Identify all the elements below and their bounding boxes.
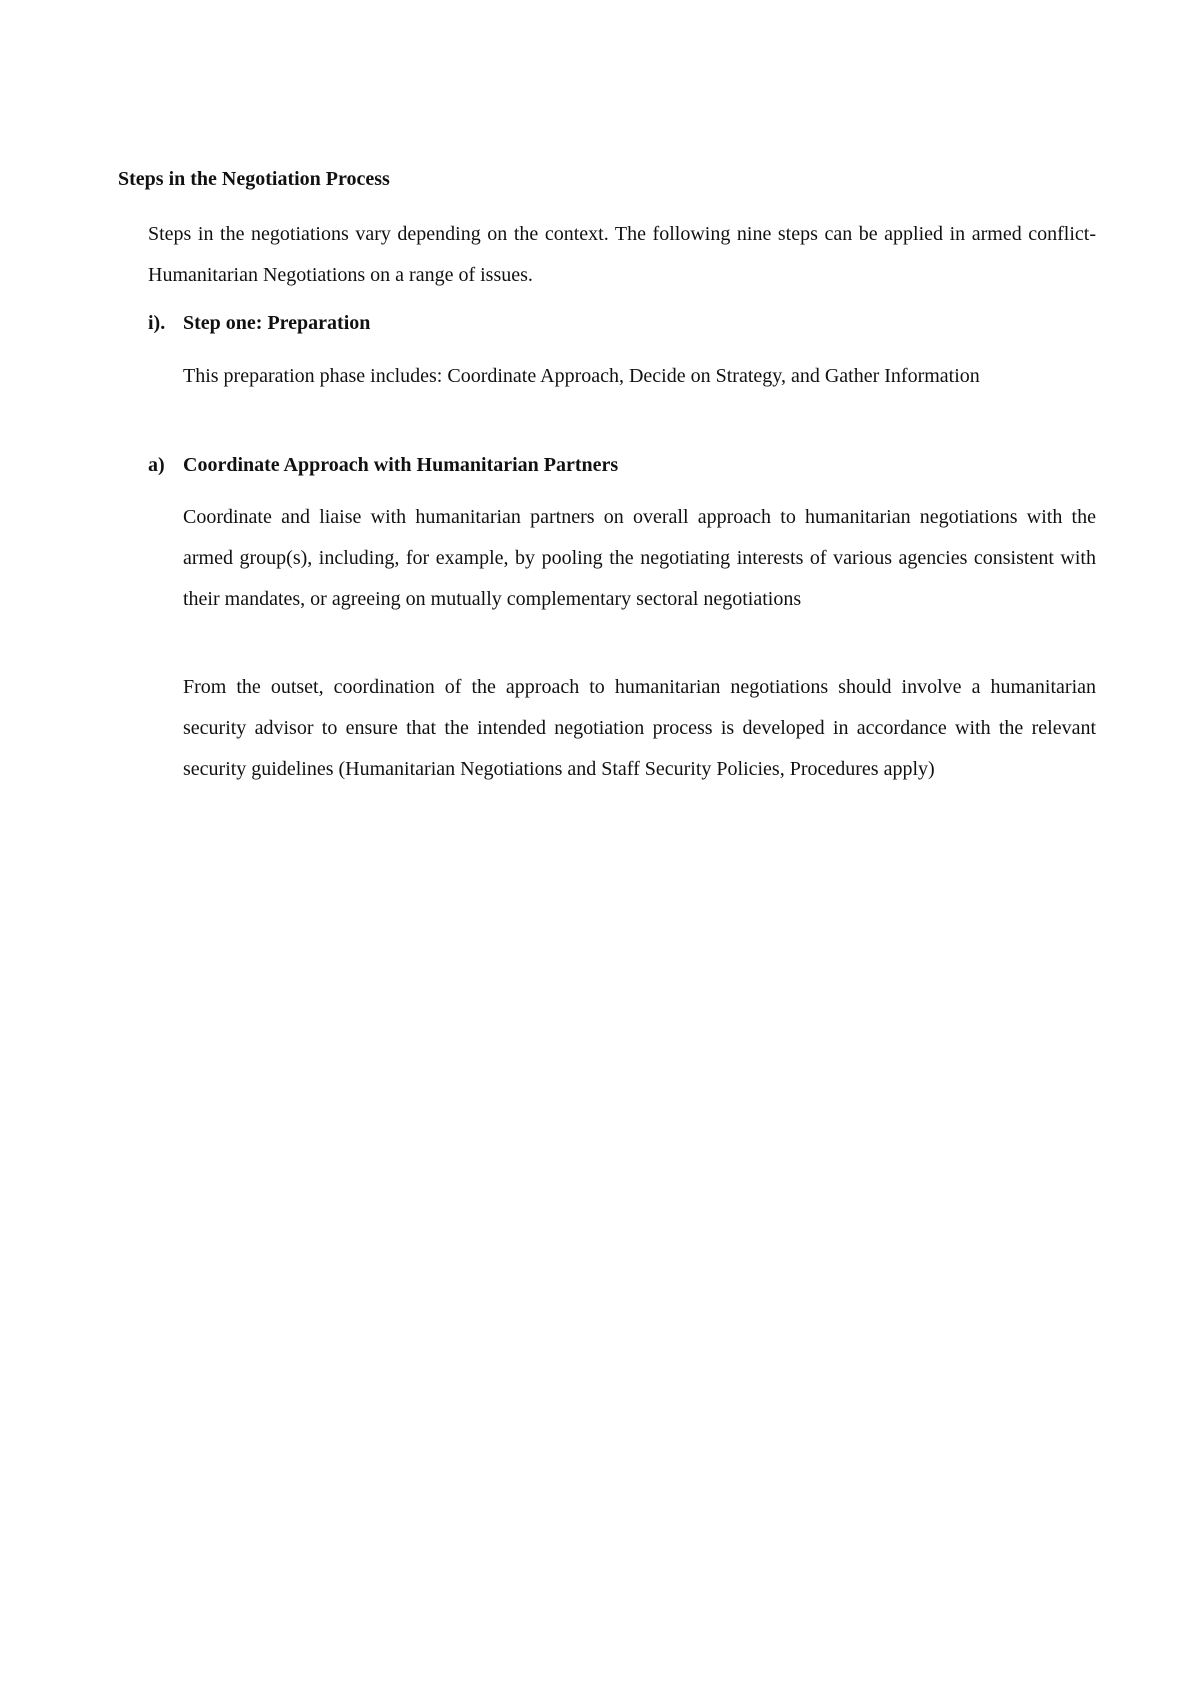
step-one-body: This preparation phase includes: Coordinate Approach, Decide on Strategy, and Gather Information: [183, 365, 980, 387]
sub-a-marker: a): [148, 454, 165, 476]
step-one-marker: i).: [148, 312, 166, 334]
section-title: Steps in the Negotiation Process: [118, 168, 390, 190]
sub-a-title: Coordinate Approach with Humanitarian Partners: [183, 454, 619, 476]
step-one-title: Step one: Preparation: [183, 312, 371, 334]
sub-a-paragraph-2: From the outset, coordination of the approach to humanitarian negotiations should involve a humanitarian security advisor to ensure that the intended negotiation process is developed in accordance with the relevant security guidelines (Humanitarian Negotiations and Staff Security Policies, Procedures apply): [183, 676, 1096, 780]
intro-paragraph: Steps in the negotiations vary depending on the context. The following nine steps can be applied in armed conflict-Humanitarian Negotiations on a range of issues.: [148, 223, 1096, 286]
sub-a-paragraph-1: Coordinate and liaise with humanitarian partners on overall approach to humanitarian negotiations with the armed group(s), including, for example, by pooling the negotiating interests of various agencies consistent with their mandates, or agreeing on mutually complementary sectoral negotiations: [183, 506, 1096, 610]
